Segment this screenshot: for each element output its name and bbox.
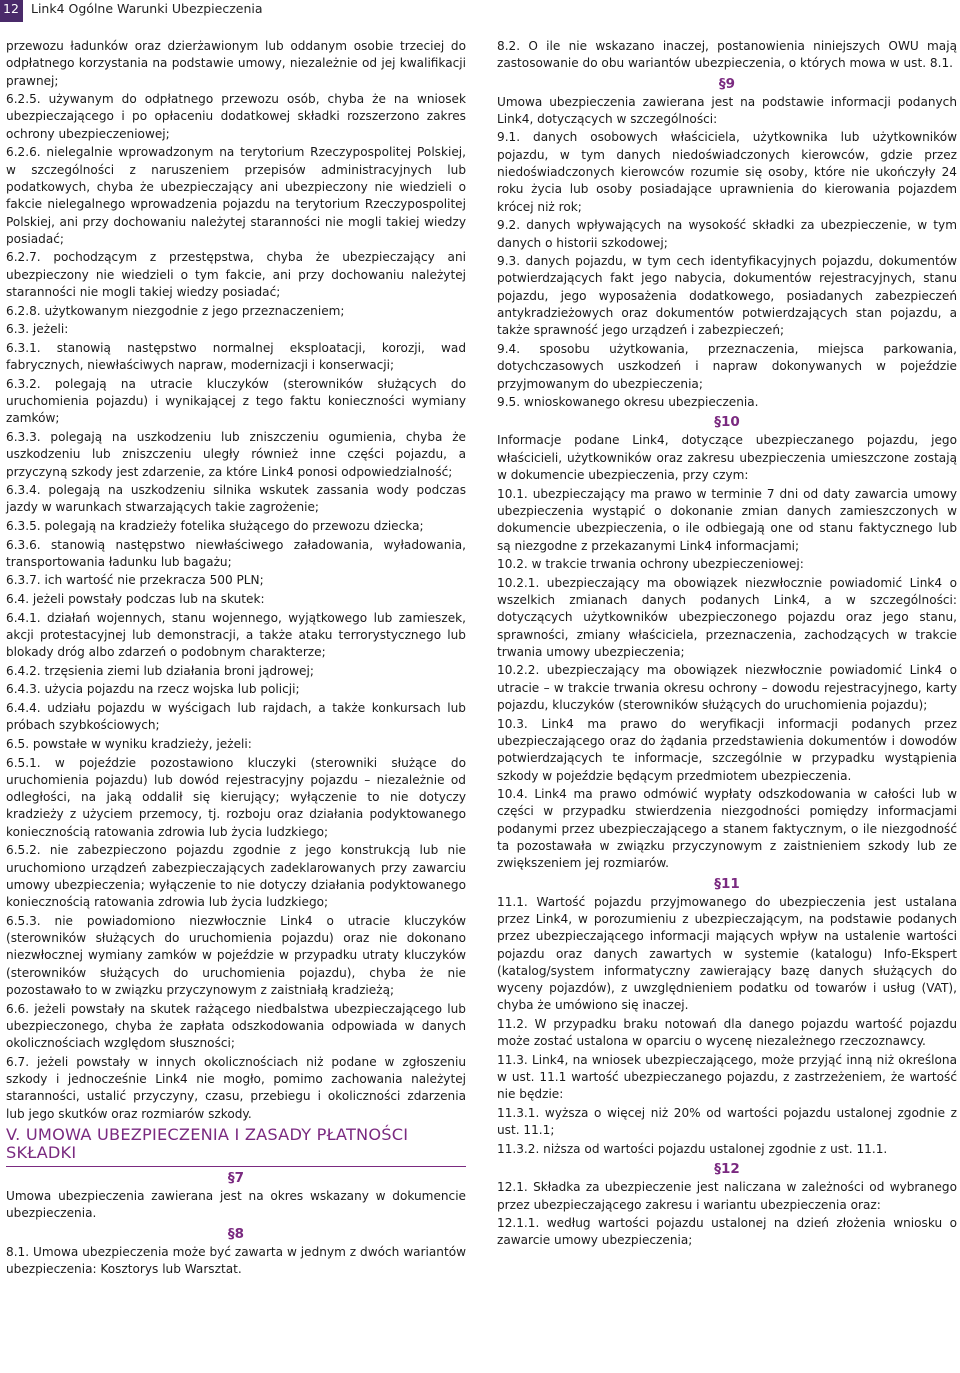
paragraph: 6.5. powstałe w wyniku kradzieży, jeżeli: [6, 736, 252, 751]
paragraph: 6.6. jeżeli powstały na skutek rażącego niedbalstwa ubezpieczającego lub ubezpieczonego, chyba że zapłata odszkodowania odpowiada w danych okolicznościach względom słuszności; [6, 1001, 466, 1051]
paragraph: 9.1. danych osobowych właściciela, użytkownika lub użytkowników pojazdu, w tym danych niedoświadczonych kierowców, gdzie przez niedoświadczonych kierowców rozumie się osoby, które nie ukończyły 24 roku życia lub osoby posiadające uprawnienia do kierowania pojazdem krócej niż rok; [497, 130, 957, 214]
page-header [0, 0, 960, 24]
paragraph: 12.1. Składka za ubezpieczenie jest naliczana w zależności od wybranego przez ubezpieczającego zakresu i wariantu ubezpieczenia oraz: [497, 1180, 957, 1212]
paragraph: 6.2.7. pochodzącym z przestępstwa, chyba że ubezpieczający ani ubezpieczony nie wiedzieli o tym fakcie, ani przy dochowaniu należytej staranności nie mogli takiej wiedzy posiadać; [6, 250, 466, 300]
paragraph: 6.3.2. polegają na utracie kluczyków (sterowników służących do uruchomienia pojazdu) i wynikającej z tego faktu konieczności wymiany zamków; [6, 376, 466, 426]
page-number-badge: 12 [0, 0, 23, 22]
paragraph: 6.7. jeżeli powstały w innych okolicznościach niż podane w zgłoszeniu szkody i jednocześnie Link4 nie mogło, pomimo zachowania należytej staranności, ustalić przyczyny, czasu, przebiegu i okoliczności zdarzenia lub jego skutków oraz rozmiarów szkody. [6, 1054, 466, 1121]
section-heading: §9 [718, 75, 736, 92]
paragraph: 6.5.1. w pojeździe pozostawiono kluczyki (sterowniki służące do uruchomienia pojazdu) lub dowód rejestracyjny pojazdu – niezależnie od odległości, na jaką oddalił się kierujący; wyłączenie to nie dotyczy kradzieży z użyciem przemocy, tj. rozboju oraz działania podyktowanego koniecznością ratowania zdrowia lub życia ludzkiego; [6, 755, 466, 839]
paragraph: 11.1. Wartość pojazdu przyjmowanego do ubezpieczenia jest ustalana przez Link4, w porozumieniu z ubezpieczającym, na podstawie podanych przez ubezpieczającego informacji mających wpływ na ustalenie wartości pojazdu oraz danych zawartych w systemie (katalogu) Info-Ekspert (katalog/system informatyczny zawierający bazę danych służących do wyceny pojazdów), z uwzględnieniem podatku od towarów i usług (VAT), chyba że umówiono się inaczej. [497, 894, 957, 1013]
paragraph: 10.2.2. ubezpieczający ma obowiązek niezwłocznie powiadomić Link4 o utracie – w trakcie trwania okresu ochrony – dowodu rejestracyjnego, karty pojazdu, kluczyków (sterowników służących do uruchomienia pojazdu); [497, 663, 957, 713]
right-text-column [497, 38, 957, 1250]
paragraph: 11.2. W przypadku braku notowań dla danego pojazdu wartość pojazdu może zostać ustalona w oparciu o wycenę niezależnego rzeczoznawcy. [497, 1017, 957, 1049]
paragraph: 9.4. sposobu użytkowania, przeznaczenia, miejsca parkowania, dotychczasowych uszkodzeń i napraw dokonywanych w pojeździe przyjmowanym do ubezpieczenia; [497, 341, 957, 391]
section-heading: §8 [227, 1225, 245, 1242]
paragraph: 6.4.1. działań wojennych, stanu wojennego, wyjątkowego lub zamieszek, akcji protestacyjnej lub demonstracji, a także ataku terrorystycznego lub blokady dróg albo zdarzeń o podobnym charakterze; [6, 610, 466, 660]
paragraph: 11.3.2. niższa od wartości pojazdu ustalonej zgodnie z ust. 11.1. [497, 1141, 888, 1156]
paragraph: 6.5.3. nie powiadomiono niezwłocznie Link4 o utracie kluczyków (sterowników służących do uruchomienia pojazdu) oraz nie dokonano niezwłocznej wymiany zamków w pojeździe w przypadku utraty kluczyków (sterowników służących do uruchomienia pojazdu), chyba że nie pozostawało to w związku przyczynowym z zaistniałą kradzieżą; [6, 913, 466, 997]
paragraph: 6.3.4. polegają na uszkodzeniu silnika wskutek zassania wody podczas jazdy w warunkach stwarzających takie zagrożenie; [6, 483, 466, 515]
paragraph: Umowa ubezpieczenia zawierana jest na podstawie informacji podanych Link4, dotyczących w szczególności: [497, 94, 957, 126]
paragraph: 6.2.5. używanym do odpłatnego przewozu osób, chyba że na wniosek ubezpieczającego i po opłaceniu dodatkowej składki rozszerzono zakres ochrony ubezpieczeniowej; [6, 92, 466, 141]
chapter-heading: V. UMOWA UBEZPIECZENIA I ZASADY PŁATNOŚCI SKŁADKI [6, 1126, 466, 1167]
paragraph: 6.3.6. stanowią następstwo niewłaściwego załadowania, wyładowania, transportowania ładunku lub bagażu; [6, 537, 466, 569]
paragraph: 10.3. Link4 ma prawo do weryfikacji informacji podanych przez ubezpieczającego oraz do żądania przedstawienia dokumentów i dowodów potwierdzających te informacje, szczególnie w przypadku wystąpienia szkody w pojeździe będącym przedmiotem ubezpieczenia. [497, 716, 957, 783]
paragraph: 8.1. Umowa ubezpieczenia może być zawarta w jednym z dwóch wariantów ubezpieczenia: Kosztorys lub Warsztat. [6, 1244, 466, 1276]
section-heading: §7 [227, 1169, 245, 1186]
paragraph: 6.4.2. trzęsienia ziemi lub działania broni jądrowej; [6, 663, 314, 678]
section-heading: §12 [714, 1161, 740, 1178]
paragraph: przewozu ładunków oraz dzierżawionym lub oddanym osobie trzeciej do odpłatnego korzystania na podstawie umowy, niezależnie od jej kwalifikacji prawnej; [6, 39, 466, 88]
paragraph: Umowa ubezpieczenia zawierana jest na okres wskazany w dokumencie ubezpieczenia. [6, 1188, 466, 1221]
paragraph: 6.4.4. udziału pojazdu w wyścigach lub rajdach, a także konkursach lub próbach szybkościowych; [6, 701, 466, 733]
paragraph: 10.1. ubezpieczający ma prawo w terminie 7 dni od daty zawarcia umowy ubezpieczenia wystąpić o dokonanie zmian danych zamieszczonych w dokumencie ubezpieczenia, o ile odbiegają one od stanu faktycznego lub są niezgodne z przekazanymi Link4 informacjami; [497, 486, 957, 553]
paragraph: Informacje podane Link4, dotyczące ubezpieczanego pojazdu, jego właścicieli, użytkowników oraz zakresu ubezpieczenia umieszczone zostają w dokumencie ubezpieczenia, przy czym: [497, 433, 957, 483]
paragraph: 8.2. O ile nie wskazano inaczej, postanowienia niniejszych OWU mają zastosowanie do obu wariantów ubezpieczenia, o których mowa w ust. 8.1. [497, 39, 957, 71]
section-heading: §10 [714, 414, 740, 431]
paragraph: 6.2.8. użytkowanym niezgodnie z jego przeznaczeniem; [6, 303, 345, 318]
paragraph: 6.3.7. ich wartość nie przekracza 500 PLN; [6, 573, 264, 588]
paragraph: 6.3.5. polegają na kradzieży fotelika służącego do przewozu dziecka; [6, 518, 424, 533]
paragraph: 6.2.6. nielegalnie wprowadzonym na terytorium Rzeczypospolitej Polskiej, w szczególności z naruszeniem przepisów administracyjnych lub podatkowych, chyba że ubezpieczający ani ubezpieczony nie wiedzieli o fakcie nielegalnego wprowadzenia pojazdu na terytorium Rzeczypospolitej Polskiej, ani przy dochowaniu należytej staranności nie mogli takiej wiedzy posiadać; [6, 145, 466, 246]
paragraph: 9.5. wnioskowanego okresu ubezpieczenia. [497, 395, 759, 410]
paragraph: 10.2. w trakcie trwania ochrony ubezpieczeniowej: [497, 557, 804, 572]
paragraph: 11.3. Link4, na wniosek ubezpieczającego, może przyjąć inną niż określona w ust. 11.1 wartość ubezpieczanego pojazdu, z zastrzeżeniem, że wartość nie będzie: [497, 1052, 957, 1102]
paragraph: 6.3.3. polegają na uszkodzeniu lub zniszczeniu ogumienia, chyba że uszkodzeniu lub zniszczeniu uległy również inne części pojazdu, a przyczyną szkody jest zdarzenie, za które Link4 ponosi odpowiedzialność; [6, 429, 466, 479]
paragraph: 12.1.1. według wartości pojazdu ustalonej na dzień złożenia wniosku o zawarcie umowy ubezpieczenia; [497, 1216, 957, 1248]
paragraph: 9.3. danych pojazdu, w tym cech identyfikacyjnych pojazdu, dokumentów potwierdzających fakt jego nabycia, dokumentów rejestracyjnych, stanu pojazdu, jego wyposażenia dodatkowego, posiadanych zabezpieczeń antykradzieżowych oraz dokumentów potwierdzających stan pojazdu, a także sprawność jego urządzeń i zabezpieczeń; [497, 254, 957, 338]
paragraph: 6.4. jeżeli powstały podczas lub na skutek: [6, 592, 265, 607]
section-heading: §11 [714, 875, 740, 892]
paragraph: 9.2. danych wpływających na wysokość składki za ubezpieczenie, w tym danych o historii szkodowej; [497, 218, 957, 250]
paragraph: 6.3. jeżeli: [6, 322, 69, 337]
paragraph: 11.3.1. wyższa o więcej niż 20% od wartości pojazdu ustalonej zgodnie z ust. 11.1; [497, 1106, 957, 1138]
paragraph: 6.3.1. stanowią następstwo normalnej eksploatacji, korozji, wad fabrycznych, niewłaściwych napraw, modernizacji i konserwacji; [6, 340, 466, 373]
paragraph: 6.5.2. nie zabezpieczono pojazdu zgodnie z jego konstrukcją lub nie uruchomiono urządzeń zabezpieczających zadeklarowanych przy zawarciu umowy ubezpieczenia; wyłączenie to nie dotyczy działania podyktowanego koniecznością ratowania zdrowia lub życia ludzkiego; [6, 843, 466, 910]
paragraph: 6.4.3. użycia pojazdu na rzecz wojska lub policji; [6, 682, 300, 697]
running-title: Link4 Ogólne Warunki Ubezpieczenia [31, 1, 263, 16]
paragraph: 10.2.1. ubezpieczający ma obowiązek niezwłocznie powiadomić Link4 o wszelkich zmianach danych podanych Link4, a w szczególności: dotyczących użytkowników ubezpieczonego pojazdu oraz jego stanu, sprawności, zmiany właściciela, przeznaczenia, zachodzących w trakcie trwania umowy ubezpieczenia; [497, 575, 957, 659]
paragraph: 10.4. Link4 ma prawo odmówić wypłaty odszkodowania w całości lub w części w przypadku stwierdzenia niezgodności pomiędzy informacjami podanymi przez ubezpieczającego a stanem faktycznym, o ile niezgodność ta pozostawała w związku przyczynowym z zaistnieniem szkody lub ze zwiększeniem jej rozmiarów. [497, 787, 957, 871]
left-text-column [6, 38, 466, 1278]
